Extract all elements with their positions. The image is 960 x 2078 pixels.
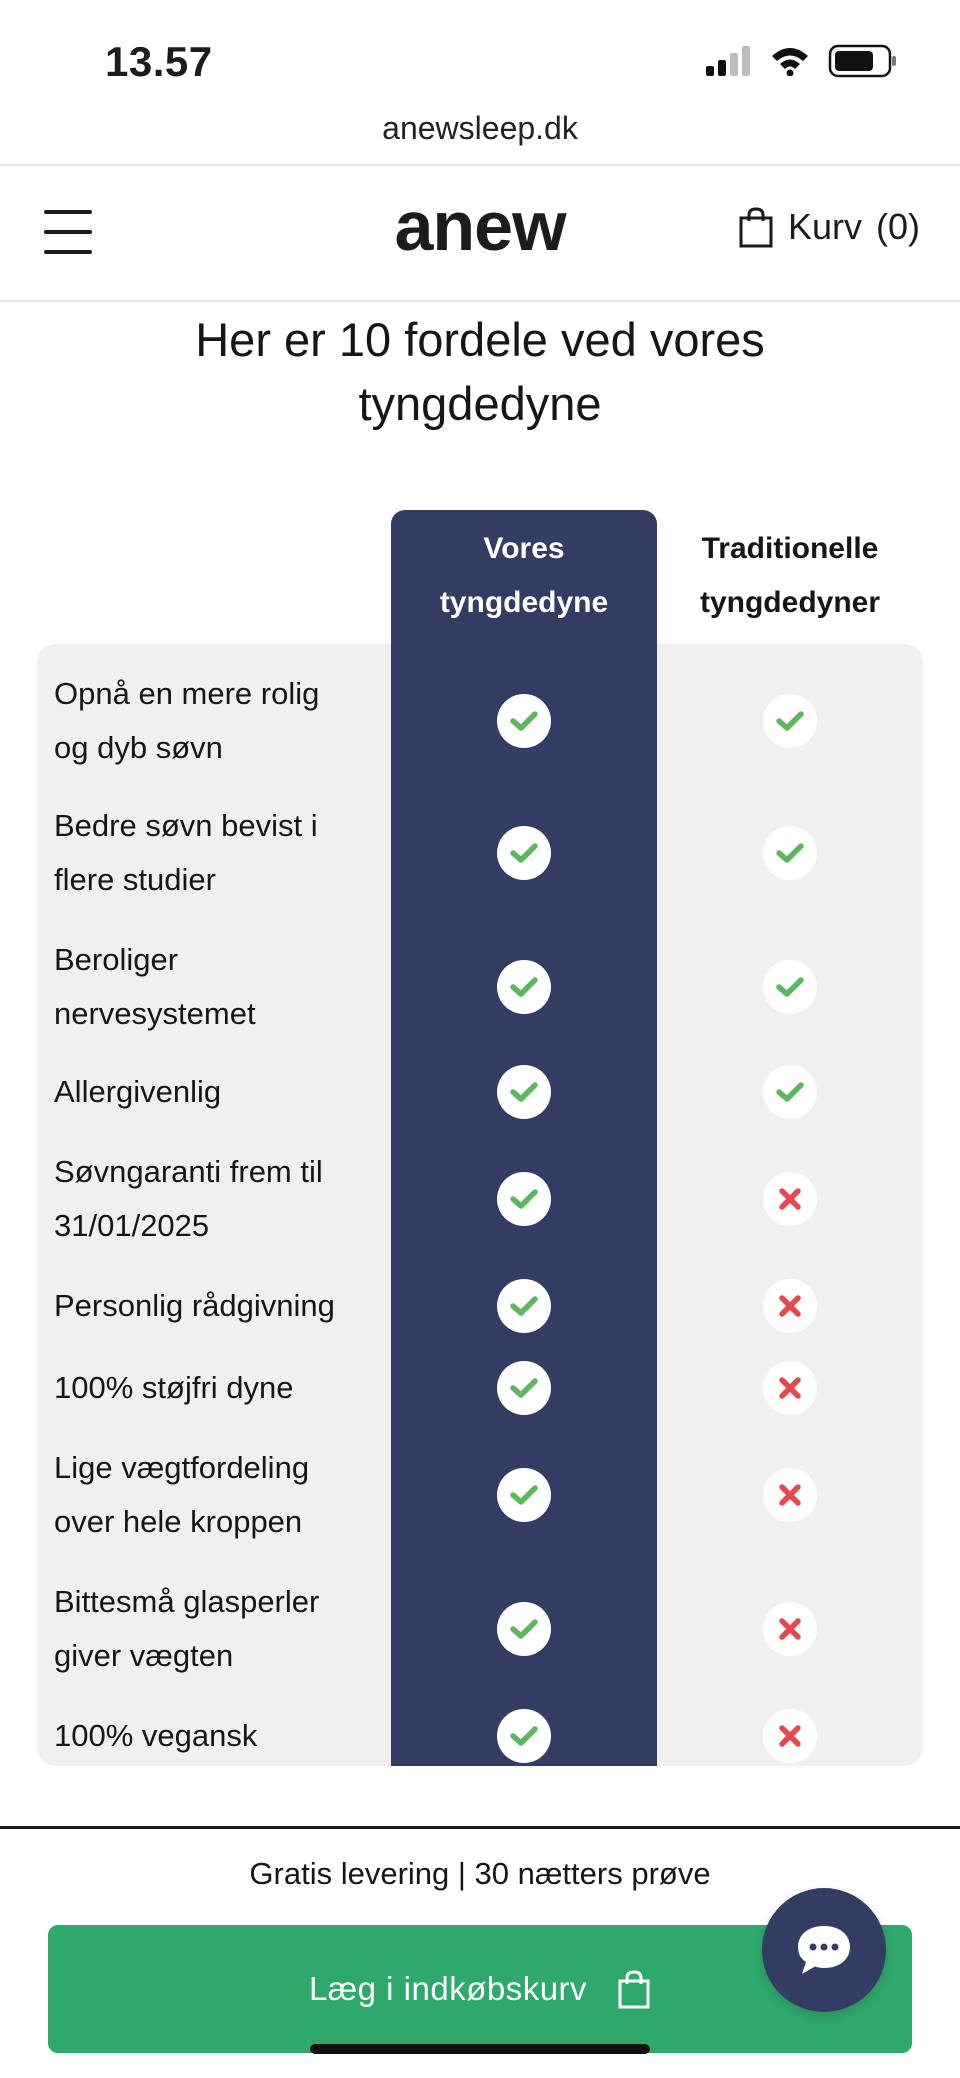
comparison-row: [37, 920, 923, 1054]
row-label: Bittesmå glasperler giver vægten: [54, 1584, 320, 1673]
row-label: Allergivenlig: [54, 1074, 222, 1109]
url-bar[interactable]: anewsleep.dk: [382, 110, 578, 146]
comparison-row: [37, 1132, 923, 1266]
check-icon: [497, 1065, 551, 1119]
status-time: 13.57: [105, 38, 213, 85]
divider: [0, 1826, 960, 1829]
row-label: Lige vægtfordeling over hele kroppen: [54, 1450, 310, 1539]
row-label: Opnå en mere rolig og dyb søvn: [54, 676, 320, 765]
shipping-promo: Gratis levering | 30 nætters prøve: [249, 1856, 711, 1891]
check-icon: [497, 960, 551, 1014]
wifi-icon: [770, 46, 810, 76]
chat-button[interactable]: [762, 1888, 886, 2012]
status-bar: [0, 0, 960, 115]
check-icon: [497, 694, 551, 748]
cart-button[interactable]: [738, 206, 920, 248]
cross-icon: [763, 1172, 817, 1226]
check-icon: [497, 1361, 551, 1415]
check-icon: [497, 1709, 551, 1763]
battery-icon: [828, 44, 898, 78]
comparison-row: [37, 1266, 923, 1346]
anew-logo[interactable]: [360, 188, 600, 268]
row-label: Søvngaranti frem til 31/01/2025: [54, 1154, 323, 1243]
check-icon: [497, 1172, 551, 1226]
divider: [0, 300, 960, 302]
comparison-row: [37, 1428, 923, 1562]
comparison-row: [37, 1696, 923, 1776]
add-to-cart-label: Læg i indkøbskurv: [308, 1970, 588, 2007]
row-label: Beroliger nervesystemet: [54, 942, 256, 1031]
comparison-row: [37, 654, 923, 788]
hamburger-menu-icon[interactable]: [44, 210, 92, 254]
cart-count: (0): [876, 206, 920, 247]
column-header-traditional: Traditionelle tyngdedyner: [699, 532, 881, 619]
chat-bubble-icon: [794, 1922, 854, 1978]
check-icon: [763, 826, 817, 880]
cross-icon: [763, 1361, 817, 1415]
column-header-ours: Vores tyngdedyne: [439, 532, 609, 619]
svg-text:anew: anew: [394, 188, 566, 265]
cross-icon: [763, 1468, 817, 1522]
comparison-row: [37, 1562, 923, 1696]
row-label: Bedre søvn bevist i flere studier: [54, 808, 318, 897]
check-icon: [763, 960, 817, 1014]
comparison-row: [37, 1348, 923, 1428]
cart-label: Kurv: [787, 206, 862, 247]
cross-icon: [763, 1279, 817, 1333]
comparison-row: [37, 786, 923, 920]
check-icon: [497, 1468, 551, 1522]
row-label: 100% vegansk: [54, 1718, 258, 1753]
check-icon: [763, 1065, 817, 1119]
row-label: 100% støjfri dyne: [54, 1370, 294, 1405]
site-header: [0, 166, 960, 300]
check-icon: [497, 826, 551, 880]
cross-icon: [763, 1602, 817, 1656]
check-icon: [497, 1602, 551, 1656]
check-icon: [497, 1279, 551, 1333]
comparison-row: [37, 1052, 923, 1132]
status-icons: [706, 44, 898, 78]
shopping-bag-icon: [617, 1969, 651, 2009]
section-title: Her er 10 fordele ved vores tyngdedyne: [195, 313, 765, 430]
cellular-signal-icon: [706, 46, 752, 76]
check-icon: [763, 694, 817, 748]
shopping-bag-icon: [738, 206, 774, 248]
cross-icon: [763, 1709, 817, 1763]
home-indicator: [310, 2044, 650, 2054]
row-label: Personlig rådgivning: [54, 1288, 335, 1323]
